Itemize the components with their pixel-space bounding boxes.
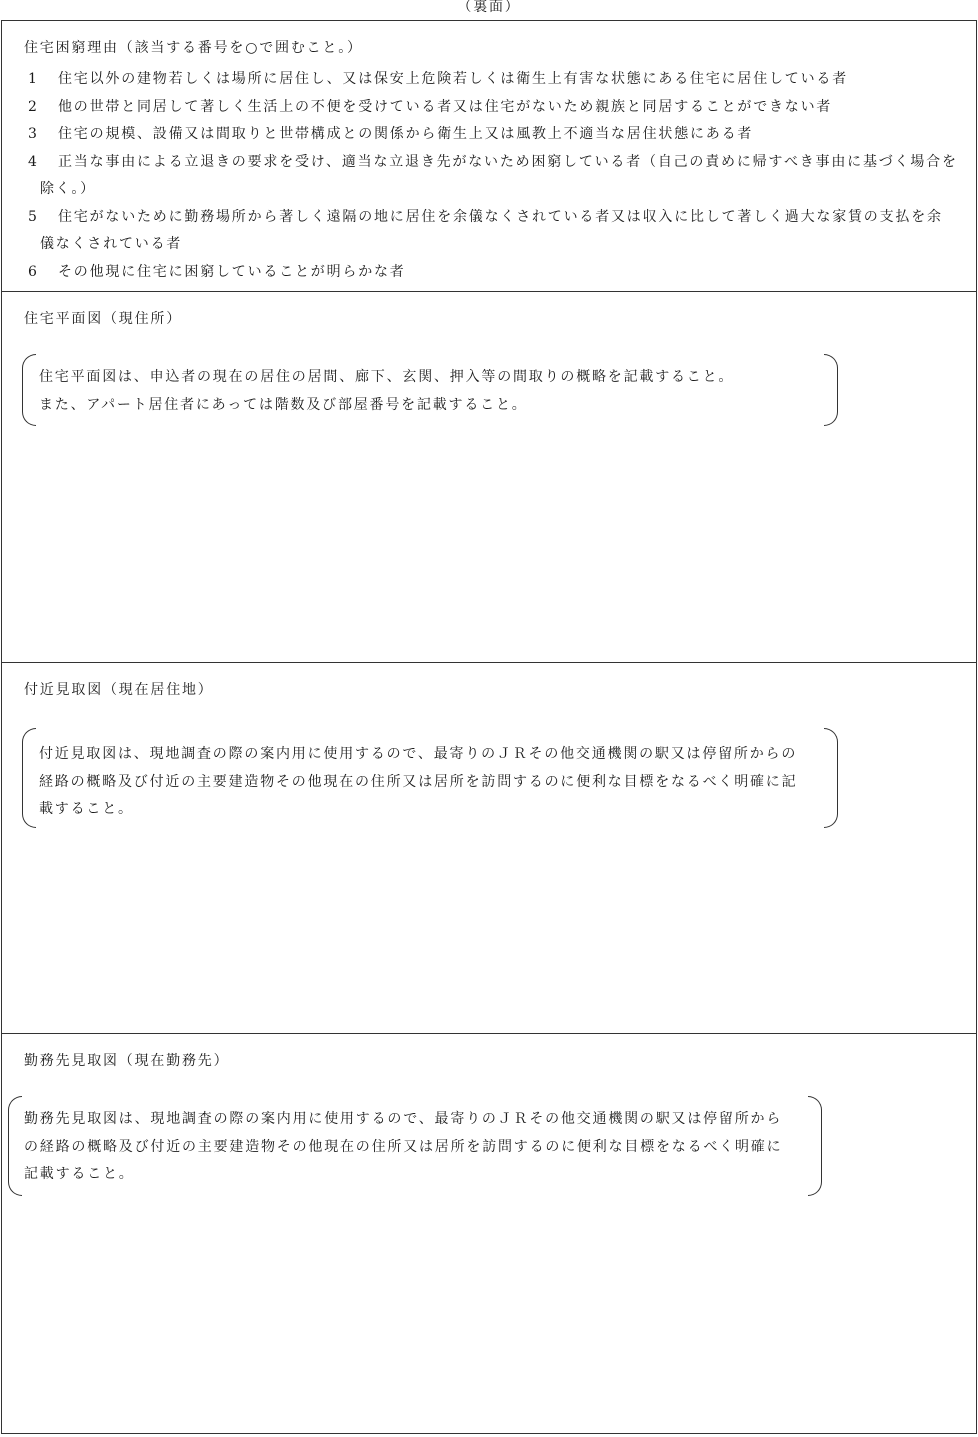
reason-item-6[interactable] bbox=[24, 259, 974, 287]
reason-text: その他現に住宅に困窮していることが明らかな者 bbox=[58, 263, 406, 280]
reason-number: 5 bbox=[28, 208, 39, 225]
instruction-note bbox=[39, 364, 734, 419]
reason-text: 正当な事由による立退きの要求を受け、適当な立退き先がないため困窮している者（自己の責めに帰すべき事由に基づく場合を bbox=[58, 153, 958, 170]
note-line: 住宅平面図は、申込者の現在の居住の居間、廊下、玄関、押入等の間取りの概略を記載すること。 bbox=[39, 369, 735, 385]
workplace-map-section[interactable] bbox=[2, 1034, 976, 1433]
section-title: 勤務先見取図（現在勤務先） bbox=[24, 1053, 230, 1069]
form-frame bbox=[1, 20, 977, 1434]
reason-number: 6 bbox=[28, 263, 39, 280]
reason-number: 3 bbox=[28, 126, 39, 142]
instruction-note bbox=[39, 741, 797, 824]
note-line: 付近見取図は、現地調査の際の案内用に使用するので、最寄りのＪＲその他交通機関の駅又は停留所からの bbox=[39, 746, 798, 762]
right-bracket bbox=[824, 728, 838, 828]
reason-item-2[interactable] bbox=[24, 94, 974, 122]
right-bracket bbox=[824, 354, 838, 426]
reason-item-1[interactable] bbox=[24, 66, 974, 94]
note-line: また、アパート居住者にあっては階数及び部屋番号を記載すること。 bbox=[39, 396, 528, 413]
section-title: 住宅困窮理由（該当する番号を○で囲むこと。） bbox=[24, 40, 363, 56]
note-line: 勤務先見取図は、現地調査の際の案内用に使用するので、最寄りのＪＲその他交通機関の駅又は停留所から bbox=[24, 1111, 783, 1127]
left-bracket bbox=[8, 1096, 22, 1196]
note-line: 経路の概略及び付近の主要建造物その他現在の住所又は居所を訪問するのに便利な目標をなるべく明確に記 bbox=[39, 773, 798, 790]
left-bracket bbox=[22, 354, 36, 426]
reason-item-3[interactable] bbox=[24, 121, 974, 149]
housing-hardship-reasons-section bbox=[2, 21, 976, 292]
reason-number: 1 bbox=[28, 71, 39, 87]
reason-item-5[interactable] bbox=[24, 204, 974, 259]
reason-number: 2 bbox=[28, 98, 39, 115]
page-side-label: （裏面） bbox=[457, 0, 521, 15]
reason-text: 住宅の規模、設備又は間取りと世帯構成との関係から衛生上又は風教上不適当な居住状態にある者 bbox=[58, 126, 754, 142]
reasons-list bbox=[24, 66, 974, 286]
reason-text: 住宅以外の建物若しくは場所に居住し、又は保安上危険若しくは衛生上有害な状態にある住宅に居住している者 bbox=[58, 71, 848, 87]
reason-item-4[interactable] bbox=[24, 149, 974, 204]
note-line: の経路の概略及び付近の主要建造物その他現在の住所又は居所を訪問するのに便利な目標をなるべく明確に bbox=[24, 1138, 783, 1155]
note-line: 記載すること。 bbox=[24, 1166, 135, 1182]
reason-text-continued: 除く。） bbox=[40, 181, 96, 197]
floor-plan-section[interactable] bbox=[2, 292, 976, 663]
reason-text: 住宅がないために勤務場所から著しく遠隔の地に居住を余儀なくされている者又は収入に比して著しく過大な家賃の支払を余 bbox=[58, 208, 943, 225]
reason-number: 4 bbox=[28, 153, 39, 170]
right-bracket bbox=[808, 1096, 822, 1196]
section-title: 住宅平面図（現住所） bbox=[24, 311, 182, 327]
instruction-note bbox=[24, 1106, 782, 1189]
left-bracket bbox=[22, 728, 36, 828]
reason-text: 他の世帯と同居して著しく生活上の不便を受けている者又は住宅がないため親族と同居することができない者 bbox=[58, 98, 833, 115]
nearby-map-section[interactable] bbox=[2, 663, 976, 1034]
reason-text-continued: 儀なくされている者 bbox=[40, 236, 183, 252]
note-line: 載すること。 bbox=[39, 801, 134, 817]
section-title: 付近見取図（現在居住地） bbox=[24, 682, 214, 698]
